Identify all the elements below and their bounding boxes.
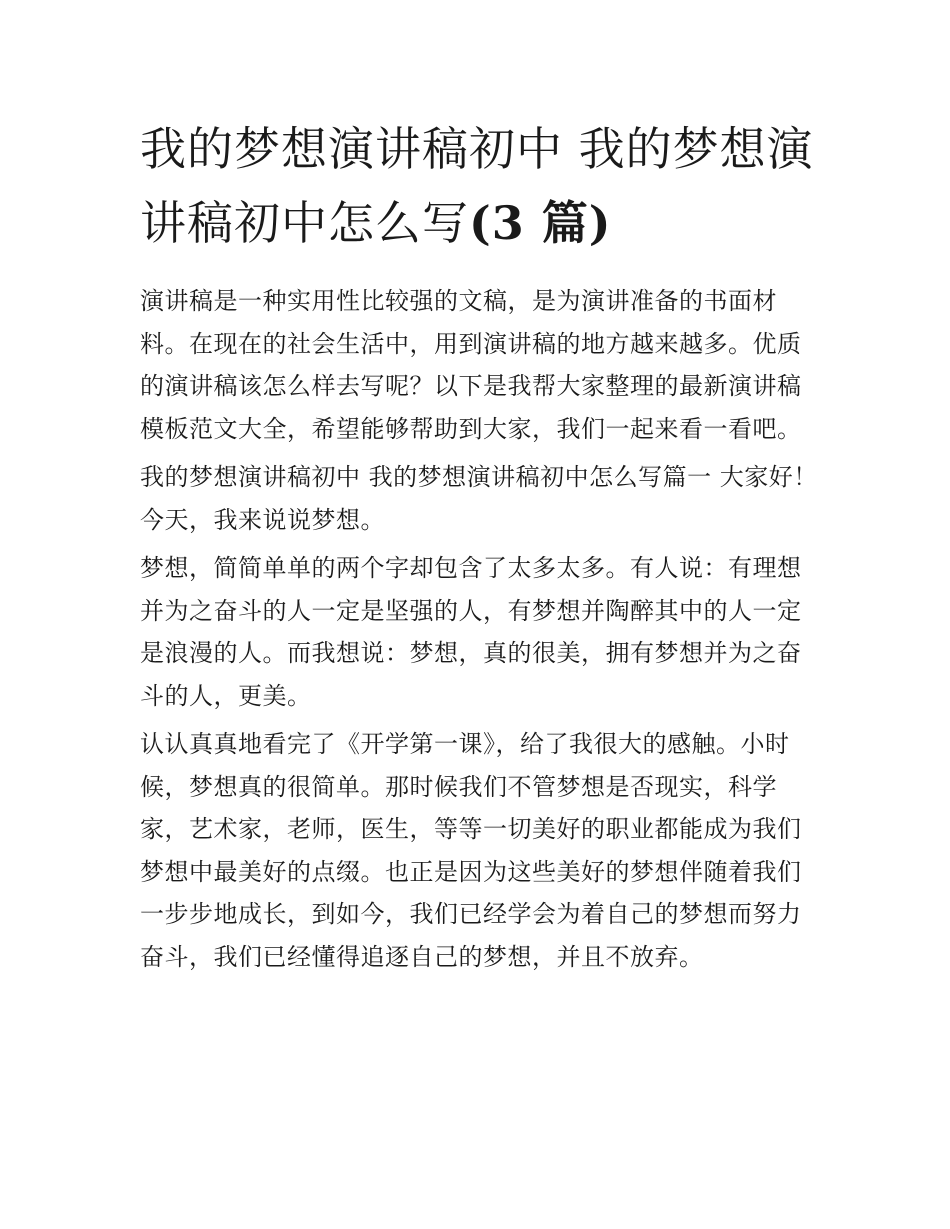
- paragraph-greeting: 我的梦想演讲稿初中 我的梦想演讲稿初中怎么写篇一 大家好！ 今天，我来说说梦想。: [140, 463, 818, 534]
- document-title: [140, 112, 820, 260]
- document-body: [140, 112, 820, 984]
- title-count-text: (3 篇): [469, 196, 612, 250]
- paragraph-intro: 演讲稿是一种实用性比较强的文稿，是为演讲准备的书面材料。在现在的社会生活中，用到演讲稿的地方越来越多。优质的演讲稿该怎么样去写呢？以下是我帮大家整理的最新演讲稿模板范文大全，希望能够帮助到大家，我们一起来看一看吧。: [140, 287, 802, 443]
- title-main-text: 我的梦想演讲稿初中 我的梦想演讲稿初中怎么写: [140, 122, 814, 250]
- paragraph-first-lesson: 认认真真地看完了《开学第一课》，给了我很大的感触。小时候，梦想真的很简单。那时候我们不管梦想是否现实，科学家，艺术家，老师，医生，等等一切美好的职业都能成为我们梦想中最美好的点缀。也正是因为这些美好的梦想伴随着我们一步步地成长，到如今，我们已经学会为着自己的梦想而努力奋斗，我们已经懂得追逐自己的梦想，并且不放弃。: [140, 730, 802, 971]
- paragraph-dream-meaning: 梦想，简简单单的两个字却包含了太多太多。有人说：有理想并为之奋斗的人一定是坚强的人，有梦想并陶醉其中的人一定是浪漫的人。而我想说：梦想，真的很美，拥有梦想并为之奋斗的人，更美。: [140, 554, 802, 710]
